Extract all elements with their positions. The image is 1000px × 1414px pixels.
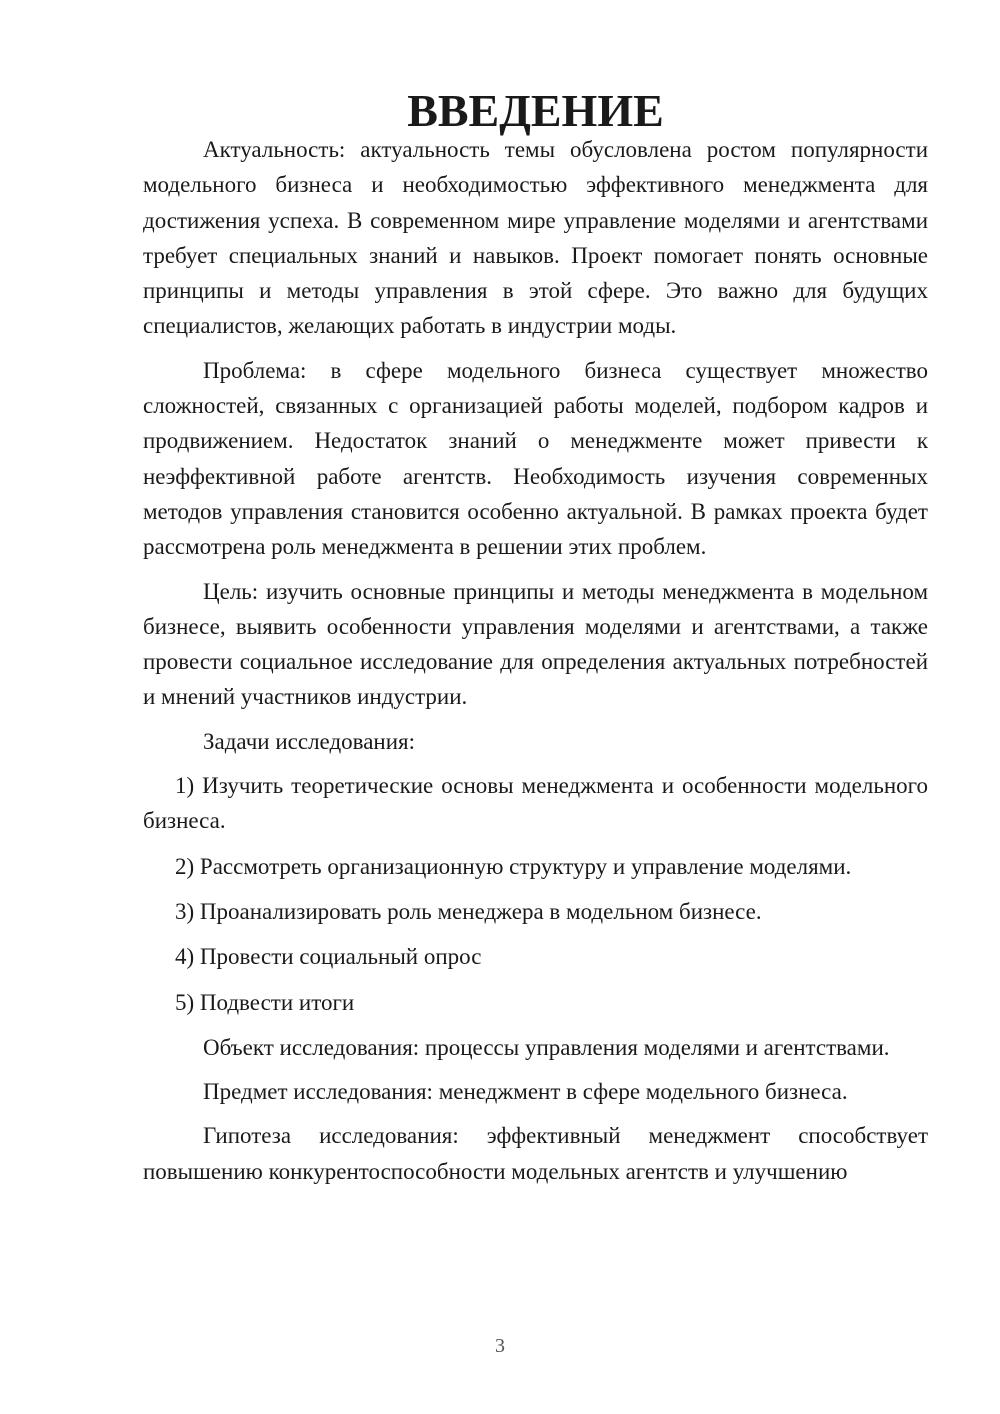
section-title: ВВЕДЕНИЕ [407,85,664,136]
list-item: 2) Рассмотреть организационную структуру и управление моделями. [175,853,852,879]
hypothesis-paragraph: Гипотеза исследования: эффективный менеджмент способствует повышению конкурентоспособности модельных агентств и улучшению [143,1123,928,1184]
goal-paragraph: Цель: изучить основные принципы и методы менеджмента в модельном бизнесе, выявить особенности управления моделями и агентствами, а также провести социальное исследование для определения актуальных потребностей и мнений участников индустрии. [143,578,928,710]
object-paragraph: Объект исследования: процессы управления моделями и агентствами. [203,1034,890,1060]
list-item: 3) Проанализировать роль менеджера в модельном бизнесе. [175,898,762,924]
list-item: 1) Изучить теоретические основы менеджмента и особенности модельного бизнеса. [143,773,928,834]
tasks-list [143,768,928,1020]
tasks-heading: Задачи исследования: [203,728,416,754]
subject-paragraph: Предмет исследования: менеджмент в сфере модельного бизнеса. [203,1079,848,1105]
list-item: 4) Провести социальный опрос [175,944,482,970]
relevance-paragraph: Актуальность: актуальность темы обусловлена ростом популярности модельного бизнеса и необходимостью эффективного менеджмента для достижения успеха. В современном мире управление моделями и агентствами требует специальных знаний и навыков. Проект помогает понять основные принципы и методы управления в этой сфере. Это важно для будущих специалистов, желающих работать в индустрии моды. [143,137,928,339]
page-number: 3 [495,1335,505,1357]
list-item: 5) Подвести итоги [175,989,355,1015]
page-content [143,85,928,1198]
problem-paragraph: Проблема: в сфере модельного бизнеса существует множество сложностей, связанных с организацией работы моделей, подбором кадров и продвижением. Недостаток знаний о менеджменте может привести к неэффективной работе агентств. Необходимость изучения современных методов управления становится особенно актуальной. В рамках проекта будет рассмотрена роль менеджмента в решении этих проблем. [143,357,928,560]
